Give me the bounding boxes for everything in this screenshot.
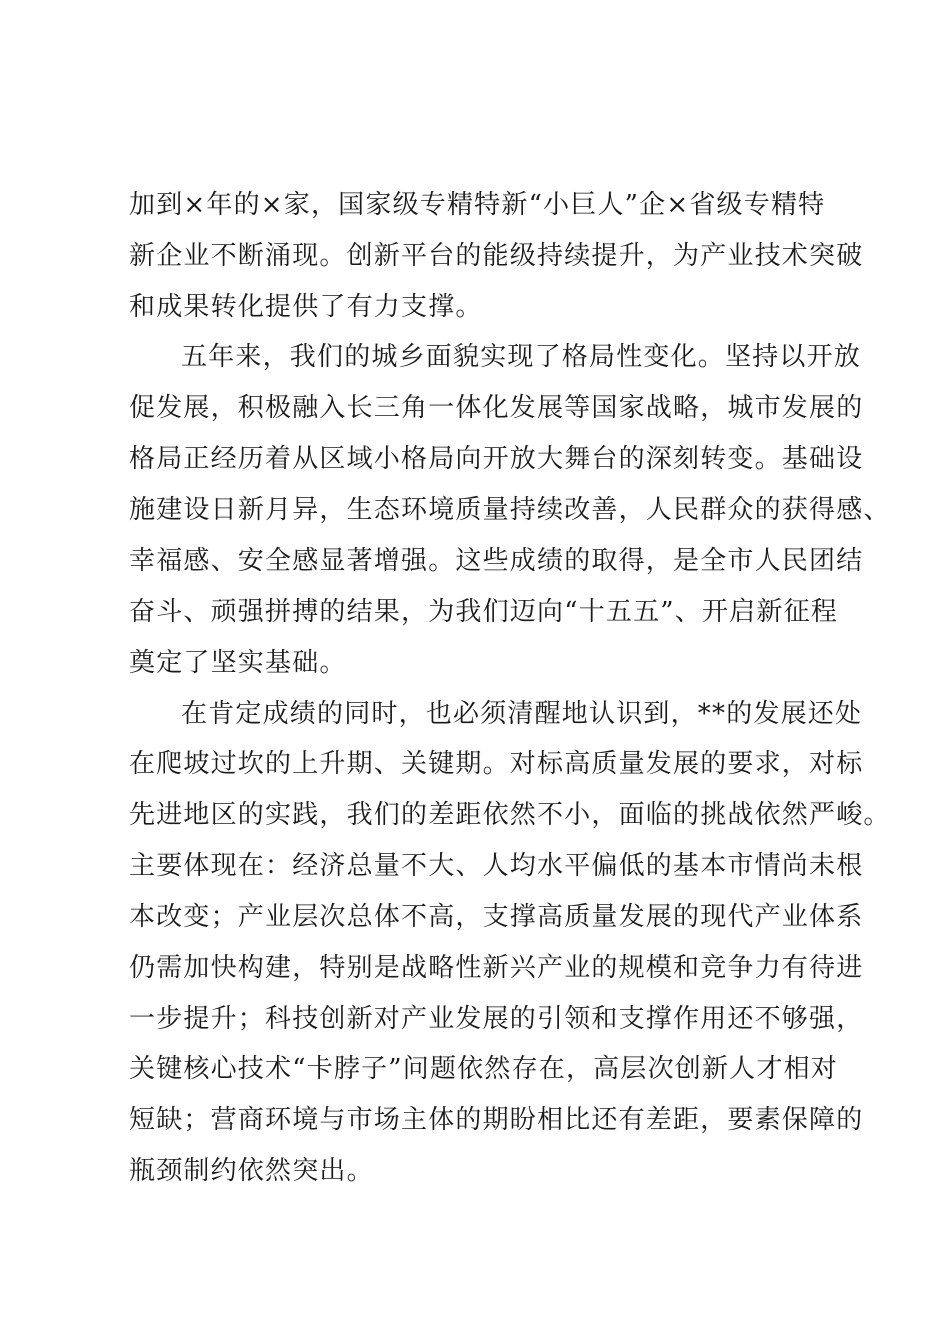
paragraph-line: 本改变；产业层次总体不高，支撑高质量发展的现代产业体系	[129, 902, 864, 932]
paragraph-line: 在爬坡过坎的上升期、关键期。对标高质量发展的要求，对标	[129, 749, 864, 779]
paragraph-line: 格局正经历着从区域小格局向开放大舞台的深刻转变。基础设	[129, 444, 864, 474]
paragraph-line: 短缺；营商环境与市场主体的期盼相比还有差距，要素保障的	[129, 1105, 864, 1135]
paragraph-line: 关键核心技术“卡脖子”问题依然存在，高层次创新人才相对	[129, 1054, 838, 1084]
paragraph-line: 奠定了坚实基础。	[129, 648, 347, 678]
paragraph-line: 施建设日新月异，生态环境质量持续改善，人民群众的获得感、	[129, 495, 891, 525]
paragraph-line: 和成果转化提供了有力支撑。	[129, 292, 483, 322]
paragraph-line: 主要体现在：经济总量不大、人均水平偏低的基本市情尚未根	[129, 851, 864, 881]
paragraph-line: 仍需加快构建，特别是战略性新兴产业的规模和竞争力有待进	[129, 953, 864, 983]
paragraph-line: 新企业不断涌现。创新平台的能级持续提升，为产业技术突破	[129, 241, 864, 271]
paragraph-line: 一步提升；科技创新对产业发展的引领和支撑作用还不够强，	[129, 1004, 864, 1034]
paragraph-line: 加到×年的×家，国家级专精特新“小巨人”企×省级专精特	[129, 190, 826, 220]
paragraph-line: 促发展，积极融入长三角一体化发展等国家战略，城市发展的	[129, 393, 864, 423]
paragraph-line: 幸福感、安全感显著增强。这些成绩的取得，是全市人民团结	[129, 546, 864, 576]
paragraph-line: 瓶颈制约依然突出。	[129, 1156, 374, 1186]
paragraph-line: 先进地区的实践，我们的差距依然不小，面临的挑战依然严峻。	[129, 800, 891, 830]
paragraph-line: 奋斗、顽强拼搏的结果，为我们迈向“十五五”、开启新征程	[129, 597, 838, 627]
paragraph-line: 五年来，我们的城乡面貌实现了格局性变化。坚持以开放	[181, 342, 862, 372]
paragraph-line: 在肯定成绩的同时，也必须清醒地认识到，**的发展还处	[181, 699, 863, 729]
